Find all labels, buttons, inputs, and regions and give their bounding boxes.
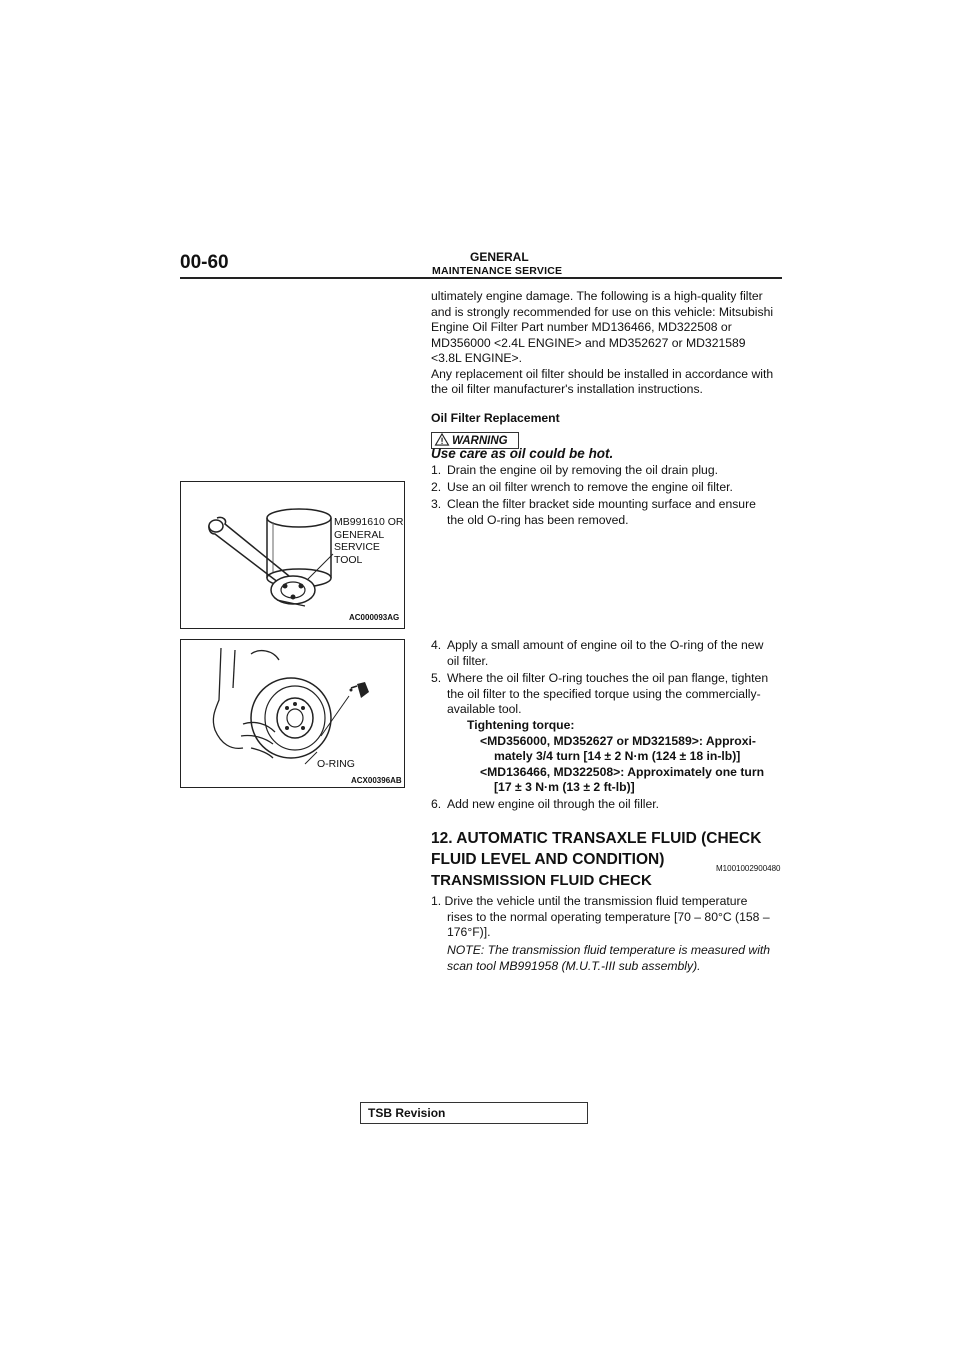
step-text: Use an oil filter wrench to remove the engine oil filter. [447,480,733,494]
torque-spec-line: [17 ± 3 N·m (13 ± 2 ft-lb)] [494,780,635,794]
intro-line: <3.8L ENGINE>. [431,351,523,365]
step-2 [431,480,783,496]
step-text: rises to the normal operating temperature [70 – 80°C (158 – [447,909,770,924]
warning-label: WARNING [452,435,508,447]
step-number: 4. [431,638,442,652]
transmission-fluid-check-heading: TRANSMISSION FLUID CHECK [431,872,652,889]
step-6 [431,797,783,813]
step-text: Add new engine oil through the oil filler. [447,797,660,811]
figure-oil-filter-wrench [180,481,405,629]
intro-paragraph [431,289,783,398]
callout-line: TOOL [334,553,363,566]
note-line: scan tool MB991958 (M.U.T.-III sub assembly). [447,958,701,973]
intro-line: ultimately engine damage. The following is a high-quality filter [431,289,763,303]
page-number: 00-60 [180,252,229,273]
step-text: Where the oil filter O-ring touches the oil pan flange, tighten [447,671,769,685]
warning-triangle-icon [434,433,450,446]
callout-line: GENERAL [334,528,385,541]
step-text: available tool. [447,702,522,716]
step-5 [431,671,783,718]
step-3 [431,497,783,528]
figure-code: AC000093AG [349,613,400,622]
subsection-title: MAINTENANCE SERVICE [432,265,563,277]
figure-callout: O-RING [317,758,355,770]
step-text: the old O-ring has been removed. [447,512,629,527]
intro-line: the oil filter manufacturer's installation instructions. [431,382,703,396]
callout-line: SERVICE [334,541,380,553]
torque-spec-line: <MD136466, MD322508>: Approximately one turn [480,765,765,779]
callout-line: MB991610 OR [334,516,404,528]
step-1 [431,463,783,479]
figure-o-ring [180,639,405,788]
step-number: 1. [431,463,442,477]
step-4 [431,638,783,669]
intro-line: MD356000 <2.4L ENGINE> and MD352627 or MD321589 [431,335,746,350]
torque-label: Tightening torque: [467,718,575,732]
tfc-step-1 [431,894,783,941]
header-rule [180,277,782,279]
step-text: the oil filter to the specified torque using the commercially- [447,686,761,701]
oil-filter-heading: Oil Filter Replacement [431,411,560,425]
torque-spec-line: mately 3/4 turn [14 ± 2 N·m (124 ± 18 in-lb)] [494,749,741,763]
tsb-revision-label: TSB Revision [368,1106,446,1120]
intro-line: Any replacement oil filter should be installed in accordance with [431,366,774,381]
tfc-note [447,943,787,974]
step-number: 3. [431,497,442,511]
figure-code: ACX00396AB [351,776,402,785]
section-title-line: 12. AUTOMATIC TRANSAXLE FLUID (CHECK [431,830,762,847]
step-text: oil filter. [447,653,489,668]
step-number: 5. [431,671,442,685]
torque-spec-line: <MD356000, MD352627 or MD321589>: Approxi- [480,734,756,748]
step-text: 1. Drive the vehicle until the transmission fluid temperature [431,894,748,908]
figure-callout [334,516,403,566]
step-number: 2. [431,480,442,494]
step-text: Apply a small amount of engine oil to the O-ring of the new [447,638,764,652]
step-text: Drain the engine oil by removing the oil drain plug. [447,463,718,477]
step-number: 6. [431,797,442,811]
intro-line: Engine Oil Filter Part number MD136466, MD322508 or [431,320,732,334]
section-id: M1001002900480 [716,864,781,873]
step-text: Clean the filter bracket side mounting surface and ensure [447,497,756,511]
section-title-line: FLUID LEVEL AND CONDITION) [431,851,665,868]
o-ring-illustration [181,640,404,787]
intro-line: and is strongly recommended for use on this vehicle: Mitsubishi [431,304,774,319]
section-title: GENERAL [470,250,529,264]
note-line: NOTE: The transmission fluid temperature is measured with [447,943,771,957]
warning-text: Use care as oil could be hot. [431,446,614,461]
step-text: 176°F)]. [447,925,491,939]
